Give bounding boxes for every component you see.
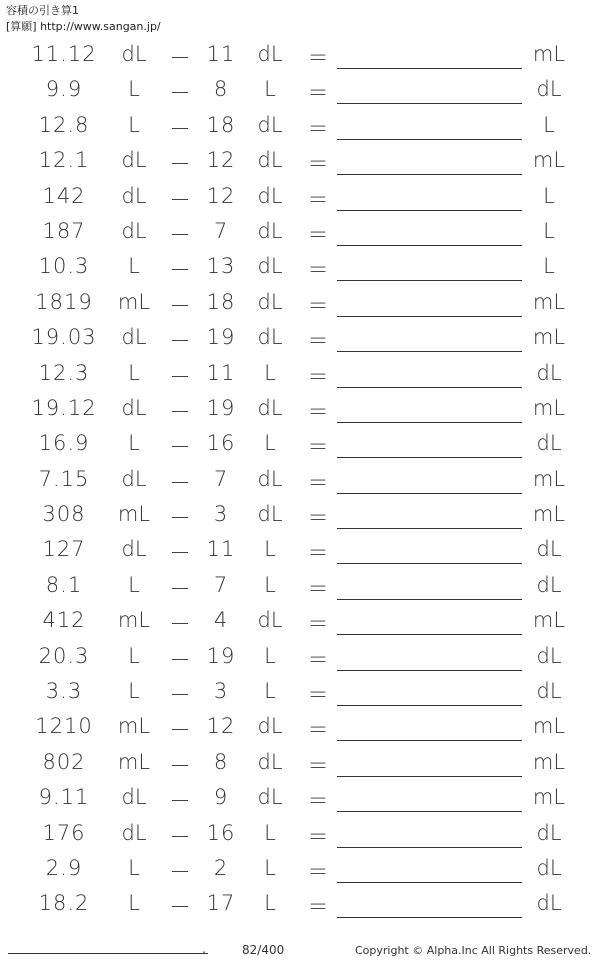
equals-sign: ＝ — [307, 859, 329, 884]
minus-sign: － — [169, 46, 191, 70]
answer-blank[interactable] — [337, 103, 522, 104]
minus-sign: － — [169, 895, 191, 920]
answer-blank[interactable] — [337, 599, 522, 600]
equals-sign: ＝ — [307, 116, 329, 141]
answer-blank[interactable] — [337, 811, 522, 812]
unit-a: L — [128, 891, 140, 916]
unit-b: dL — [257, 325, 283, 350]
minus-sign: － — [169, 859, 191, 884]
minus-sign: － — [169, 187, 191, 212]
unit-b: dL — [257, 785, 283, 810]
unit-b: L — [264, 431, 276, 456]
operand-b: 19 — [206, 395, 236, 420]
answer-unit: L — [543, 183, 555, 208]
minus-sign: － — [169, 576, 191, 601]
problem-row — [0, 569, 600, 604]
equals-sign: ＝ — [307, 647, 329, 672]
unit-b: dL — [257, 395, 283, 420]
equals-sign: ＝ — [307, 576, 329, 601]
unit-b: dL — [257, 112, 283, 137]
operand-b: 18 — [206, 289, 236, 314]
unit-a: dL — [121, 148, 147, 173]
operand-a: 142 — [42, 183, 86, 208]
operand-b: 12 — [206, 148, 236, 173]
footer-dot: . — [202, 942, 206, 956]
minus-sign: － — [169, 541, 191, 566]
unit-b: L — [264, 77, 276, 102]
problem-row — [0, 321, 600, 356]
problem-row — [0, 215, 600, 250]
equals-sign: ＝ — [307, 222, 329, 247]
unit-a: L — [128, 360, 140, 385]
equals-sign: ＝ — [307, 187, 329, 212]
operand-a: 19.03 — [31, 325, 97, 350]
operand-b: 3 — [213, 502, 229, 527]
unit-a: dL — [121, 537, 147, 562]
unit-a: dL — [121, 395, 147, 420]
unit-a: mL — [117, 502, 151, 527]
equals-sign: ＝ — [307, 81, 329, 106]
operand-a: 11.12 — [31, 42, 97, 66]
answer-blank[interactable] — [337, 670, 522, 671]
answer-unit: dL — [536, 360, 562, 385]
unit-b: dL — [257, 183, 283, 208]
operand-b: 12 — [206, 714, 236, 739]
answer-blank[interactable] — [337, 68, 522, 69]
page-header — [6, 3, 161, 35]
operand-b: 17 — [206, 891, 236, 916]
answer-blank[interactable] — [337, 740, 522, 741]
operand-a: 308 — [42, 502, 86, 527]
answer-blank[interactable] — [337, 139, 522, 140]
minus-sign: － — [169, 329, 191, 354]
problem-row — [0, 463, 600, 498]
unit-b: L — [264, 891, 276, 916]
operand-b: 11 — [206, 537, 236, 562]
answer-blank[interactable] — [337, 174, 522, 175]
unit-b: L — [264, 537, 276, 562]
unit-a: dL — [121, 325, 147, 350]
problem-row — [0, 887, 600, 922]
answer-unit: dL — [536, 891, 562, 916]
problem-row — [0, 357, 600, 392]
operand-b: 16 — [206, 431, 236, 456]
minus-sign: － — [169, 718, 191, 743]
minus-sign: － — [169, 222, 191, 247]
answer-blank[interactable] — [337, 387, 522, 388]
minus-sign: － — [169, 683, 191, 708]
equals-sign: ＝ — [307, 258, 329, 283]
operand-b: 7 — [213, 218, 229, 243]
minus-sign: － — [169, 399, 191, 424]
problem-row — [0, 710, 600, 745]
minus-sign: － — [169, 824, 191, 849]
answer-unit: L — [543, 112, 555, 137]
answer-blank[interactable] — [337, 917, 522, 918]
unit-b: dL — [257, 714, 283, 739]
operand-b: 8 — [213, 749, 229, 774]
answer-unit: mL — [532, 785, 566, 810]
answer-unit: dL — [536, 537, 562, 562]
problem-row — [0, 746, 600, 781]
unit-a: dL — [121, 820, 147, 845]
equals-sign: ＝ — [307, 364, 329, 389]
operand-a: 176 — [42, 820, 86, 845]
answer-unit: dL — [536, 572, 562, 597]
unit-a: L — [128, 572, 140, 597]
answer-unit: mL — [532, 289, 566, 314]
operand-b: 4 — [213, 608, 229, 633]
equals-sign: ＝ — [307, 753, 329, 778]
unit-b: L — [264, 360, 276, 385]
minus-sign: － — [169, 612, 191, 637]
unit-b: L — [264, 820, 276, 845]
answer-blank[interactable] — [337, 882, 522, 883]
name-line — [8, 953, 208, 954]
answer-unit: dL — [536, 77, 562, 102]
answer-blank[interactable] — [337, 705, 522, 706]
unit-b: dL — [257, 502, 283, 527]
operand-a: 19.12 — [31, 395, 97, 420]
operand-a: 802 — [42, 749, 86, 774]
equals-sign: ＝ — [307, 895, 329, 920]
unit-b: L — [264, 643, 276, 668]
operand-a: 10.3 — [38, 254, 90, 279]
problem-row — [0, 109, 600, 144]
unit-a: L — [128, 431, 140, 456]
operand-b: 11 — [206, 42, 236, 66]
operand-a: 20.3 — [38, 643, 90, 668]
answer-unit: mL — [532, 466, 566, 491]
unit-b: dL — [257, 42, 283, 66]
operand-b: 19 — [206, 643, 236, 668]
problem-row — [0, 73, 600, 108]
copyright: Copyright © Alpha.Inc All Rights Reserved. — [355, 944, 592, 957]
problem-row — [0, 144, 600, 179]
unit-a: dL — [121, 466, 147, 491]
problem-row — [0, 533, 600, 568]
operand-a: 9.9 — [45, 77, 83, 102]
answer-blank[interactable] — [337, 528, 522, 529]
equals-sign: ＝ — [307, 399, 329, 424]
operand-a: 9.11 — [38, 785, 90, 810]
source-url: [算願] http://www.sangan.jp/ — [6, 20, 161, 33]
unit-b: dL — [257, 289, 283, 314]
operand-b: 16 — [206, 820, 236, 845]
operand-b: 7 — [213, 572, 229, 597]
operand-b: 11 — [206, 360, 236, 385]
unit-a: L — [128, 254, 140, 279]
minus-sign: － — [169, 116, 191, 141]
minus-sign: － — [169, 789, 191, 814]
answer-blank[interactable] — [337, 847, 522, 848]
operand-a: 12.8 — [38, 112, 90, 137]
answer-unit: dL — [536, 855, 562, 880]
operand-a: 18.2 — [38, 891, 90, 916]
unit-a: L — [128, 855, 140, 880]
answer-blank[interactable] — [337, 245, 522, 246]
answer-unit: mL — [532, 714, 566, 739]
operand-b: 9 — [213, 785, 229, 810]
answer-unit: L — [543, 254, 555, 279]
unit-a: mL — [117, 289, 151, 314]
problem-row — [0, 781, 600, 816]
problem-row — [0, 498, 600, 533]
unit-a: mL — [117, 714, 151, 739]
problem-row — [0, 604, 600, 639]
operand-b: 18 — [206, 112, 236, 137]
problem-row — [0, 286, 600, 321]
answer-unit: mL — [532, 148, 566, 173]
equals-sign: ＝ — [307, 789, 329, 814]
unit-a: dL — [121, 218, 147, 243]
unit-a: L — [128, 77, 140, 102]
operand-a: 8.1 — [45, 572, 83, 597]
answer-unit: mL — [532, 502, 566, 527]
unit-b: L — [264, 679, 276, 704]
unit-a: mL — [117, 749, 151, 774]
minus-sign: － — [169, 293, 191, 318]
equals-sign: ＝ — [307, 541, 329, 566]
minus-sign: － — [169, 506, 191, 531]
operand-b: 19 — [206, 325, 236, 350]
equals-sign: ＝ — [307, 506, 329, 531]
problem-row — [0, 852, 600, 887]
operand-a: 412 — [42, 608, 86, 633]
unit-a: L — [128, 112, 140, 137]
operand-a: 1819 — [35, 289, 93, 314]
unit-a: dL — [121, 42, 147, 66]
minus-sign: － — [169, 258, 191, 283]
answer-unit: mL — [532, 395, 566, 420]
problem-row — [0, 250, 600, 285]
equals-sign: ＝ — [307, 612, 329, 637]
operand-a: 187 — [42, 218, 86, 243]
unit-b: dL — [257, 466, 283, 491]
minus-sign: － — [169, 152, 191, 177]
problem-row — [0, 675, 600, 710]
answer-unit: mL — [532, 42, 566, 66]
problem-row — [0, 640, 600, 675]
unit-b: dL — [257, 148, 283, 173]
worksheet-title: 容積の引き算1 — [6, 4, 79, 17]
minus-sign: － — [169, 470, 191, 495]
unit-a: mL — [117, 608, 151, 633]
answer-unit: dL — [536, 643, 562, 668]
equals-sign: ＝ — [307, 46, 329, 70]
operand-b: 8 — [213, 77, 229, 102]
operand-a: 12.3 — [38, 360, 90, 385]
unit-b: dL — [257, 218, 283, 243]
minus-sign: － — [169, 753, 191, 778]
answer-blank[interactable] — [337, 280, 522, 281]
answer-blank[interactable] — [337, 457, 522, 458]
operand-a: 7.15 — [38, 466, 90, 491]
unit-b: L — [264, 855, 276, 880]
equals-sign: ＝ — [307, 293, 329, 318]
answer-unit: dL — [536, 820, 562, 845]
equals-sign: ＝ — [307, 683, 329, 708]
problem-row — [0, 38, 600, 73]
unit-b: L — [264, 572, 276, 597]
equals-sign: ＝ — [307, 152, 329, 177]
operand-b: 13 — [206, 254, 236, 279]
answer-blank[interactable] — [337, 422, 522, 423]
operand-a: 127 — [42, 537, 86, 562]
answer-unit: mL — [532, 749, 566, 774]
answer-unit: L — [543, 218, 555, 243]
equals-sign: ＝ — [307, 435, 329, 460]
problem-list — [0, 38, 600, 923]
operand-a: 1210 — [35, 714, 93, 739]
problem-row — [0, 392, 600, 427]
operand-a: 3.3 — [45, 679, 83, 704]
answer-blank[interactable] — [337, 634, 522, 635]
problem-row — [0, 180, 600, 215]
answer-unit: mL — [532, 608, 566, 633]
unit-a: dL — [121, 785, 147, 810]
answer-blank[interactable] — [337, 563, 522, 564]
answer-unit: dL — [536, 679, 562, 704]
unit-a: L — [128, 679, 140, 704]
answer-unit: mL — [532, 325, 566, 350]
minus-sign: － — [169, 435, 191, 460]
minus-sign: － — [169, 647, 191, 672]
unit-a: L — [128, 643, 140, 668]
problem-row — [0, 817, 600, 852]
problem-row — [0, 427, 600, 462]
unit-b: dL — [257, 749, 283, 774]
operand-a: 16.9 — [38, 431, 90, 456]
minus-sign: － — [169, 81, 191, 106]
answer-unit: dL — [536, 431, 562, 456]
equals-sign: ＝ — [307, 470, 329, 495]
answer-blank[interactable] — [337, 351, 522, 352]
operand-b: 7 — [213, 466, 229, 491]
answer-blank[interactable] — [337, 316, 522, 317]
equals-sign: ＝ — [307, 329, 329, 354]
equals-sign: ＝ — [307, 824, 329, 849]
unit-b: dL — [257, 608, 283, 633]
answer-blank[interactable] — [337, 493, 522, 494]
unit-a: dL — [121, 183, 147, 208]
answer-blank[interactable] — [337, 776, 522, 777]
equals-sign: ＝ — [307, 718, 329, 743]
operand-a: 12.1 — [38, 148, 90, 173]
operand-b: 2 — [213, 855, 229, 880]
minus-sign: － — [169, 364, 191, 389]
answer-blank[interactable] — [337, 210, 522, 211]
operand-b: 3 — [213, 679, 229, 704]
operand-a: 2.9 — [45, 855, 83, 880]
unit-b: dL — [257, 254, 283, 279]
page-number: 82/400 — [242, 943, 285, 957]
operand-b: 12 — [206, 183, 236, 208]
